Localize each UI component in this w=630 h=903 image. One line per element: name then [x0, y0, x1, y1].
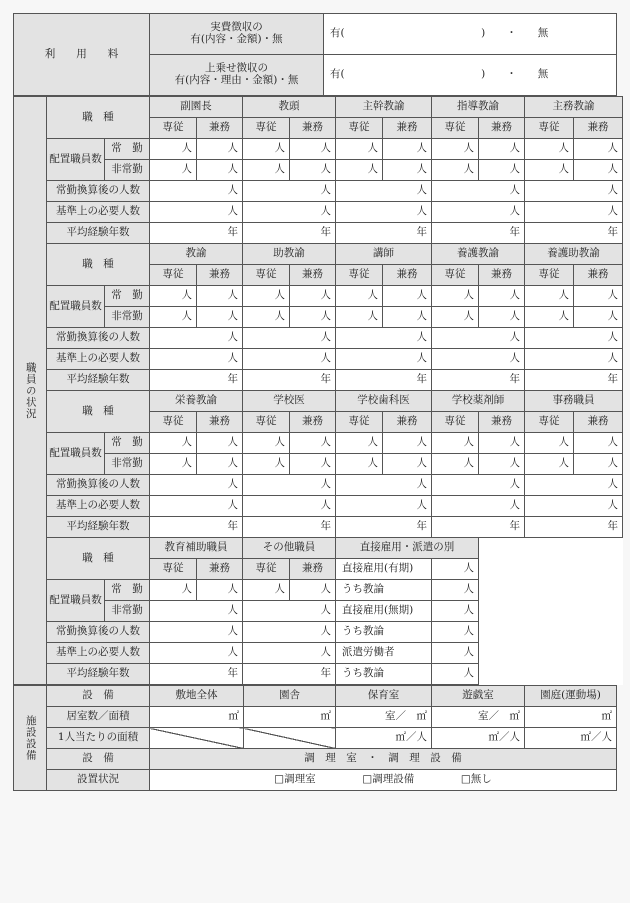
position-header: 学校医	[243, 391, 336, 412]
employment-row-label: うち教論	[336, 664, 432, 685]
count-field[interactable]: 人	[150, 349, 243, 370]
exclusive-count-field[interactable]: 人	[150, 139, 197, 160]
position-header: 栄養教諭	[150, 391, 243, 412]
count-field[interactable]: 人	[243, 181, 336, 202]
count-field[interactable]: 人	[243, 601, 336, 622]
concurrent-count-field[interactable]: 人	[290, 139, 336, 160]
average-experience-label: 平均経験年数	[47, 223, 150, 244]
experience-years-field[interactable]: 年	[432, 223, 525, 244]
exclusive-subheader: 専従	[243, 559, 290, 580]
concurrent-count-field[interactable]: 人	[290, 307, 336, 328]
concurrent-subheader: 兼務	[383, 412, 432, 433]
employment-type-header: 直接雇用・派遣の別	[336, 538, 479, 559]
exclusive-count-field[interactable]: 人	[150, 580, 197, 601]
concurrent-count-field[interactable]: 人	[290, 433, 336, 454]
concurrent-count-field[interactable]: 人	[479, 160, 525, 181]
exclusive-count-field[interactable]: 人	[336, 286, 383, 307]
employment-count-field[interactable]: 人	[432, 601, 479, 622]
exclusive-subheader: 専従	[150, 412, 197, 433]
employment-row-label: 直接雇用(無期)	[336, 601, 432, 622]
exclusive-count-field[interactable]: 人	[525, 139, 574, 160]
employment-count-field[interactable]: 人	[432, 664, 479, 685]
exclusive-count-field[interactable]: 人	[432, 286, 479, 307]
count-field[interactable]: 人	[150, 202, 243, 223]
count-field[interactable]: 人	[336, 475, 432, 496]
exclusive-count-field[interactable]: 人	[336, 433, 383, 454]
concurrent-count-field[interactable]: 人	[479, 139, 525, 160]
job-type-label: 職 種	[47, 538, 150, 580]
position-header: 教育補助職員	[150, 538, 243, 559]
building-per-person-slash	[244, 728, 336, 749]
facility-table	[13, 685, 617, 791]
extra-fee-label: 上乗せ徴収の 有(内容・理由・金額)・無	[150, 55, 324, 96]
job-type-label: 職 種	[47, 244, 150, 286]
exclusive-subheader: 専従	[150, 559, 197, 580]
concurrent-subheader: 兼務	[197, 265, 243, 286]
concurrent-count-field[interactable]: 人	[290, 580, 336, 601]
concurrent-count-field[interactable]: 人	[574, 307, 623, 328]
cooking-header: 調 理 室 ・ 調 理 設 備	[150, 749, 617, 770]
exclusive-count-field[interactable]: 人	[432, 160, 479, 181]
exclusive-subheader: 専従	[243, 412, 290, 433]
placement-label: 配置職員数	[47, 139, 105, 181]
exclusive-count-field[interactable]: 人	[525, 454, 574, 475]
extra-fee-value[interactable]: 有( ) ・ 無	[324, 55, 617, 96]
equipment-label-2: 設 備	[47, 749, 150, 770]
fulltime-label: 常 勤	[105, 580, 150, 601]
per-person-area-label: 1人当たりの面積	[47, 728, 150, 749]
count-field[interactable]: 人	[243, 643, 336, 664]
experience-years-field[interactable]: 年	[525, 370, 623, 391]
exclusive-count-field[interactable]: 人	[525, 286, 574, 307]
exclusive-count-field[interactable]: 人	[336, 307, 383, 328]
exclusive-count-field[interactable]: 人	[243, 307, 290, 328]
concurrent-count-field[interactable]: 人	[574, 286, 623, 307]
site-per-person-slash	[150, 728, 244, 749]
count-field[interactable]: 人	[432, 475, 525, 496]
exclusive-count-field[interactable]: 人	[432, 454, 479, 475]
position-header: 副園長	[150, 97, 243, 118]
document-sheet	[13, 13, 616, 791]
concurrent-count-field[interactable]: 人	[479, 454, 525, 475]
install-status-options	[150, 770, 617, 791]
concurrent-count-field[interactable]: 人	[290, 454, 336, 475]
concurrent-count-field[interactable]: 人	[197, 433, 243, 454]
concurrent-subheader: 兼務	[197, 559, 243, 580]
concurrent-count-field[interactable]: 人	[383, 139, 432, 160]
concurrent-count-field[interactable]: 人	[574, 454, 623, 475]
employment-count-field[interactable]: 人	[432, 643, 479, 664]
facility-col-playground: 園庭(運動場)	[525, 686, 617, 707]
concurrent-count-field[interactable]: 人	[383, 286, 432, 307]
concurrent-subheader: 兼務	[290, 265, 336, 286]
concurrent-count-field[interactable]: 人	[383, 454, 432, 475]
concurrent-subheader: 兼務	[197, 412, 243, 433]
position-header: 教頭	[243, 97, 336, 118]
position-header: 助教諭	[243, 244, 336, 265]
parttime-label: 非常勤	[105, 307, 150, 328]
position-header: 事務職員	[525, 391, 623, 412]
exclusive-count-field[interactable]: 人	[243, 454, 290, 475]
required-count-label: 基準上の必要人数	[47, 496, 150, 517]
concurrent-count-field[interactable]: 人	[197, 160, 243, 181]
concurrent-count-field[interactable]: 人	[290, 286, 336, 307]
job-type-label: 職 種	[47, 97, 150, 139]
employment-count-field[interactable]: 人	[432, 622, 479, 643]
count-field[interactable]: 人	[150, 643, 243, 664]
exclusive-count-field[interactable]: 人	[243, 139, 290, 160]
actual-cost-label: 実費徴収の 有(内容・金額)・無	[150, 14, 324, 55]
required-count-label: 基準上の必要人数	[47, 349, 150, 370]
concurrent-count-field[interactable]: 人	[574, 139, 623, 160]
job-type-label: 職 種	[47, 391, 150, 433]
experience-years-field[interactable]: 年	[336, 370, 432, 391]
concurrent-count-field[interactable]: 人	[479, 433, 525, 454]
concurrent-count-field[interactable]: 人	[383, 433, 432, 454]
count-field[interactable]: 人	[525, 328, 623, 349]
exclusive-subheader: 専従	[243, 265, 290, 286]
concurrent-count-field[interactable]: 人	[290, 160, 336, 181]
fee-table	[13, 13, 617, 96]
concurrent-count-field[interactable]: 人	[479, 307, 525, 328]
exclusive-count-field[interactable]: 人	[243, 286, 290, 307]
count-field[interactable]: 人	[432, 349, 525, 370]
blank-area	[479, 580, 574, 601]
count-field[interactable]: 人	[243, 496, 336, 517]
position-header: 主幹教諭	[336, 97, 432, 118]
exclusive-count-field[interactable]: 人	[336, 160, 383, 181]
exclusive-count-field[interactable]: 人	[150, 307, 197, 328]
facility-col-building: 園舎	[244, 686, 336, 707]
facility-col-playroom: 遊戯室	[432, 686, 525, 707]
concurrent-count-field[interactable]: 人	[479, 286, 525, 307]
position-header: 学校薬剤師	[432, 391, 525, 412]
blank-area	[479, 643, 574, 664]
exclusive-count-field[interactable]: 人	[525, 433, 574, 454]
exclusive-count-field[interactable]: 人	[150, 433, 197, 454]
experience-years-field[interactable]: 年	[243, 664, 336, 685]
exclusive-count-field[interactable]: 人	[243, 433, 290, 454]
concurrent-subheader: 兼務	[574, 412, 623, 433]
count-field[interactable]: 人	[432, 496, 525, 517]
count-field[interactable]: 人	[432, 181, 525, 202]
concurrent-count-field[interactable]: 人	[197, 286, 243, 307]
facility-col-nursery: 保育室	[336, 686, 432, 707]
exclusive-subheader: 専従	[432, 412, 479, 433]
blank-area	[479, 601, 574, 622]
experience-years-field[interactable]: 年	[525, 517, 623, 538]
exclusive-count-field[interactable]: 人	[336, 454, 383, 475]
exclusive-subheader: 専従	[432, 118, 479, 139]
facility-section-label: 施設設備	[14, 686, 47, 791]
count-field[interactable]: 人	[150, 496, 243, 517]
experience-years-field[interactable]: 年	[150, 223, 243, 244]
converted-count-label: 常勤換算後の人数	[47, 475, 150, 496]
exclusive-subheader: 専従	[336, 412, 383, 433]
blank-area	[479, 664, 574, 685]
required-count-label: 基準上の必要人数	[47, 202, 150, 223]
position-header: 養護教諭	[432, 244, 525, 265]
experience-years-field[interactable]: 年	[243, 223, 336, 244]
employment-row-label: 直接雇用(有期)	[336, 559, 432, 580]
exclusive-count-field[interactable]: 人	[432, 139, 479, 160]
placement-label: 配置職員数	[47, 433, 105, 475]
position-header: 指導教諭	[432, 97, 525, 118]
experience-years-field[interactable]: 年	[243, 517, 336, 538]
exclusive-count-field[interactable]: 人	[243, 580, 290, 601]
average-experience-label: 平均経験年数	[47, 517, 150, 538]
experience-years-field[interactable]: 年	[150, 664, 243, 685]
concurrent-subheader: 兼務	[383, 265, 432, 286]
concurrent-subheader: 兼務	[290, 118, 336, 139]
exclusive-subheader: 専従	[336, 118, 383, 139]
concurrent-subheader: 兼務	[574, 118, 623, 139]
count-field[interactable]: 人	[243, 328, 336, 349]
employment-row-label: 派遣労働者	[336, 643, 432, 664]
count-field[interactable]: 人	[525, 475, 623, 496]
count-field[interactable]: 人	[150, 622, 243, 643]
concurrent-subheader: 兼務	[197, 118, 243, 139]
parttime-label: 非常勤	[105, 454, 150, 475]
concurrent-subheader: 兼務	[574, 265, 623, 286]
concurrent-subheader: 兼務	[479, 265, 525, 286]
position-header: 主務教諭	[525, 97, 623, 118]
fulltime-label: 常 勤	[105, 139, 150, 160]
nursery-rooms-field[interactable]: 室／ ㎡	[336, 707, 432, 728]
concurrent-subheader: 兼務	[383, 118, 432, 139]
count-field[interactable]: 人	[336, 496, 432, 517]
exclusive-count-field[interactable]: 人	[525, 307, 574, 328]
concurrent-count-field[interactable]: 人	[197, 580, 243, 601]
exclusive-count-field[interactable]: 人	[525, 160, 574, 181]
count-field[interactable]: 人	[150, 181, 243, 202]
count-field[interactable]: 人	[150, 328, 243, 349]
count-field[interactable]: 人	[525, 181, 623, 202]
count-field[interactable]: 人	[432, 202, 525, 223]
converted-count-label: 常勤換算後の人数	[47, 181, 150, 202]
required-count-label: 基準上の必要人数	[47, 643, 150, 664]
blank-area	[479, 622, 574, 643]
concurrent-count-field[interactable]: 人	[574, 160, 623, 181]
position-header: その他職員	[243, 538, 336, 559]
concurrent-count-field[interactable]: 人	[197, 139, 243, 160]
fulltime-label: 常 勤	[105, 433, 150, 454]
exclusive-subheader: 専従	[525, 265, 574, 286]
count-field[interactable]: 人	[243, 622, 336, 643]
exclusive-count-field[interactable]: 人	[243, 160, 290, 181]
average-experience-label: 平均経験年数	[47, 664, 150, 685]
position-header: 養護助教諭	[525, 244, 623, 265]
equipment-label: 設 備	[47, 686, 150, 707]
concurrent-subheader: 兼務	[290, 412, 336, 433]
count-field[interactable]: 人	[432, 328, 525, 349]
nursery-per-person-field[interactable]: ㎡／人	[336, 728, 432, 749]
option-cooking-room[interactable]: □調理室	[274, 773, 316, 786]
staff-table	[13, 96, 623, 685]
concurrent-count-field[interactable]: 人	[574, 433, 623, 454]
experience-years-field[interactable]: 年	[432, 517, 525, 538]
exclusive-subheader: 専従	[336, 265, 383, 286]
exclusive-count-field[interactable]: 人	[432, 433, 479, 454]
employment-count-field[interactable]: 人	[432, 559, 479, 580]
position-header: 学校歯科医	[336, 391, 432, 412]
building-area-field[interactable]: ㎡	[244, 707, 336, 728]
employment-row-label: うち教論	[336, 622, 432, 643]
count-field[interactable]: 人	[336, 181, 432, 202]
parttime-label: 非常勤	[105, 160, 150, 181]
count-field[interactable]: 人	[150, 475, 243, 496]
exclusive-subheader: 専従	[150, 118, 197, 139]
concurrent-subheader: 兼務	[290, 559, 336, 580]
blank-area	[479, 538, 574, 580]
actual-cost-value[interactable]: 有( ) ・ 無	[324, 14, 617, 55]
exclusive-count-field[interactable]: 人	[150, 160, 197, 181]
option-none[interactable]: □無し	[460, 773, 492, 786]
experience-years-field[interactable]: 年	[525, 223, 623, 244]
experience-years-field[interactable]: 年	[336, 517, 432, 538]
option-cooking-equipment[interactable]: □調理設備	[362, 773, 415, 786]
placement-label: 配置職員数	[47, 286, 105, 328]
parttime-label: 非常勤	[105, 601, 150, 622]
average-experience-label: 平均経験年数	[47, 370, 150, 391]
concurrent-subheader: 兼務	[479, 412, 525, 433]
position-header: 講師	[336, 244, 432, 265]
exclusive-count-field[interactable]: 人	[432, 307, 479, 328]
exclusive-count-field[interactable]: 人	[336, 139, 383, 160]
exclusive-subheader: 専従	[243, 118, 290, 139]
fee-label: 利 用 料	[14, 14, 150, 96]
concurrent-count-field[interactable]: 人	[197, 454, 243, 475]
staff-section-label: 職員の状況	[14, 97, 47, 685]
experience-years-field[interactable]: 年	[336, 223, 432, 244]
concurrent-count-field[interactable]: 人	[383, 307, 432, 328]
facility-col-site: 敷地全体	[150, 686, 244, 707]
playground-per-person-field[interactable]: ㎡／人	[525, 728, 617, 749]
converted-count-label: 常勤換算後の人数	[47, 328, 150, 349]
exclusive-subheader: 専従	[525, 118, 574, 139]
count-field[interactable]: 人	[525, 496, 623, 517]
count-field[interactable]: 人	[336, 202, 432, 223]
count-field[interactable]: 人	[336, 349, 432, 370]
converted-count-label: 常勤換算後の人数	[47, 622, 150, 643]
concurrent-subheader: 兼務	[479, 118, 525, 139]
experience-years-field[interactable]: 年	[243, 370, 336, 391]
count-field[interactable]: 人	[243, 349, 336, 370]
count-field[interactable]: 人	[243, 475, 336, 496]
experience-years-field[interactable]: 年	[150, 370, 243, 391]
exclusive-subheader: 専従	[432, 265, 479, 286]
position-header: 教諭	[150, 244, 243, 265]
count-field[interactable]: 人	[525, 349, 623, 370]
exclusive-count-field[interactable]: 人	[150, 454, 197, 475]
exclusive-count-field[interactable]: 人	[150, 286, 197, 307]
experience-years-field[interactable]: 年	[432, 370, 525, 391]
count-field[interactable]: 人	[336, 328, 432, 349]
employment-count-field[interactable]: 人	[432, 580, 479, 601]
site-area-field[interactable]: ㎡	[150, 707, 244, 728]
fulltime-label: 常 勤	[105, 286, 150, 307]
exclusive-subheader: 専従	[525, 412, 574, 433]
exclusive-subheader: 専従	[150, 265, 197, 286]
employment-row-label: うち教論	[336, 580, 432, 601]
concurrent-count-field[interactable]: 人	[197, 307, 243, 328]
playground-area-field[interactable]: ㎡	[525, 707, 617, 728]
count-field[interactable]: 人	[525, 202, 623, 223]
playroom-per-person-field[interactable]: ㎡／人	[432, 728, 525, 749]
count-field[interactable]: 人	[243, 202, 336, 223]
concurrent-count-field[interactable]: 人	[383, 160, 432, 181]
playroom-rooms-field[interactable]: 室／ ㎡	[432, 707, 525, 728]
install-status-label: 設置状況	[47, 770, 150, 791]
count-field[interactable]: 人	[150, 601, 243, 622]
experience-years-field[interactable]: 年	[150, 517, 243, 538]
rooms-area-label: 居室数／面積	[47, 707, 150, 728]
placement-label: 配置職員数	[47, 580, 105, 622]
